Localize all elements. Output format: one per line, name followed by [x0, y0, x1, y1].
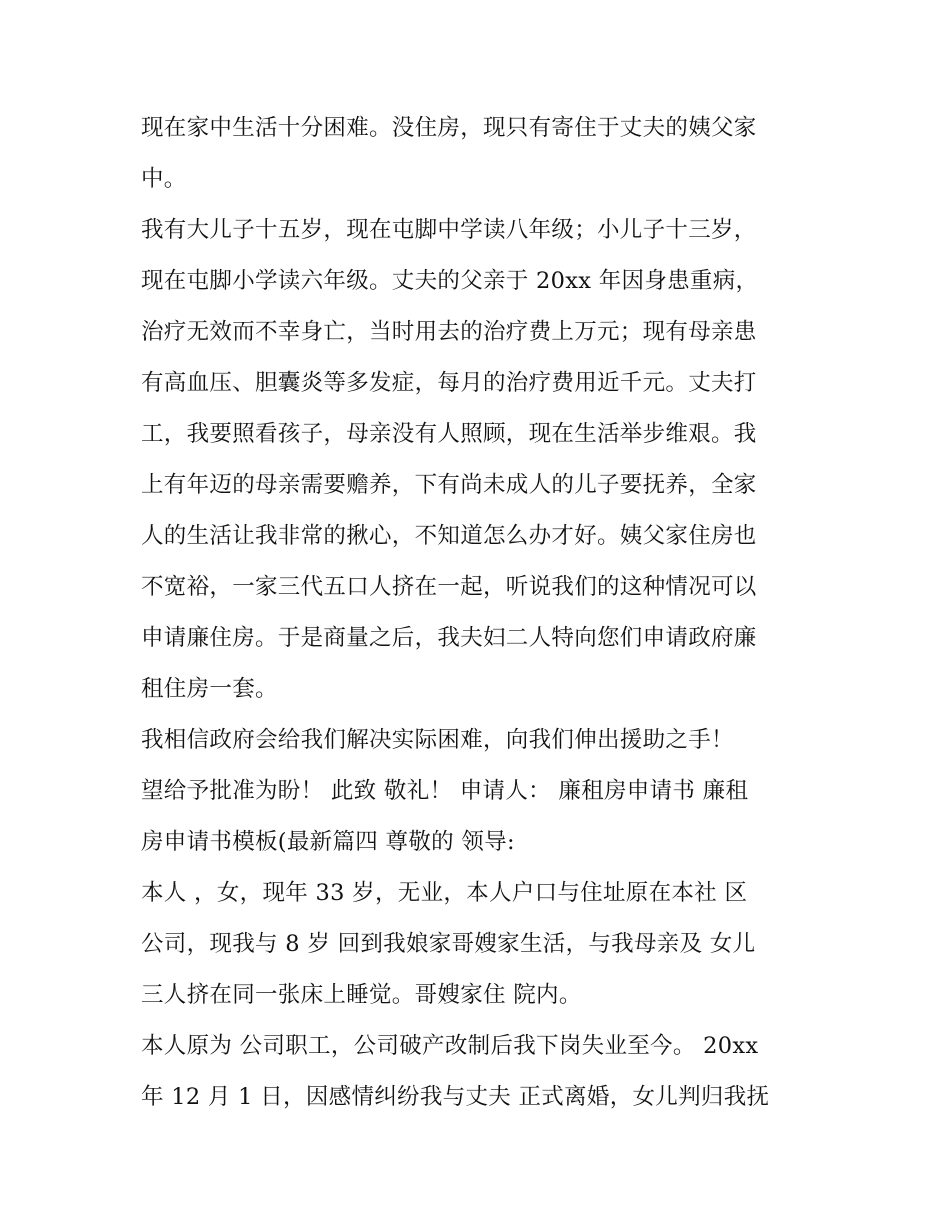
text-line: 现在屯脚小学读六年级。丈夫的父亲于 20xx 年因身患重病， — [141, 268, 759, 294]
text-line: 现在家中生活十分困难。没住房，现只有寄住于丈夫的姨父家 — [141, 115, 757, 141]
text-line: 治疗无效而不幸身亡，当时用去的治疗费上万元；现有母亲患 — [141, 319, 757, 345]
text-line: 我有大儿子十五岁，现在屯脚中学读八年级；小儿子十三岁， — [141, 217, 757, 243]
text-line: 年 12 月 1 日，因感情纠纷我与丈夫 正式离婚，女儿判归我抚 — [141, 1084, 770, 1110]
text-line: 公司，现我与 8 岁 回到我娘家哥嫂家生活，与我母亲及 女儿 — [141, 931, 756, 957]
text-line: 上有年迈的母亲需要赡养，下有尚未成人的儿子要抚养，全家 — [141, 472, 757, 498]
text-line: 有高血压、胆囊炎等多发症，每月的治疗费用近千元。丈夫打 — [141, 370, 757, 396]
text-line: 不宽裕，一家三代五口人挤在一起，听说我们的这种情况可以 — [141, 574, 757, 600]
text-line: 本人 ，女，现年 33 岁，无业，本人户口与住址原在本社 区 — [141, 880, 748, 906]
text-line: 人的生活让我非常的揪心，不知道怎么办才好。姨父家住房也 — [141, 523, 757, 549]
text-line: 工，我要照看孩子，母亲没有人照顾，现在生活举步维艰。我 — [141, 421, 757, 447]
text-line: 我相信政府会给我们解决实际困难，向我们伸出援助之手！ — [141, 727, 734, 753]
text-line: 三人挤在同一张床上睡觉。哥嫂家住 院内。 — [141, 982, 582, 1008]
text-line: 望给予批准为盼！ 此致 敬礼！ 申请人： 廉租房申请书 廉租 — [141, 778, 749, 804]
text-line: 租住房一套。 — [141, 676, 278, 702]
text-line: 本人原为 公司职工，公司破产改制后我下岗失业至今。 20xx — [141, 1033, 759, 1059]
text-line: 房申请书模板(最新篇四 尊敬的 领导: — [141, 829, 515, 855]
text-line: 申请廉住房。于是商量之后，我夫妇二人特向您们申请政府廉 — [141, 625, 757, 651]
text-line: 中。 — [141, 166, 187, 192]
